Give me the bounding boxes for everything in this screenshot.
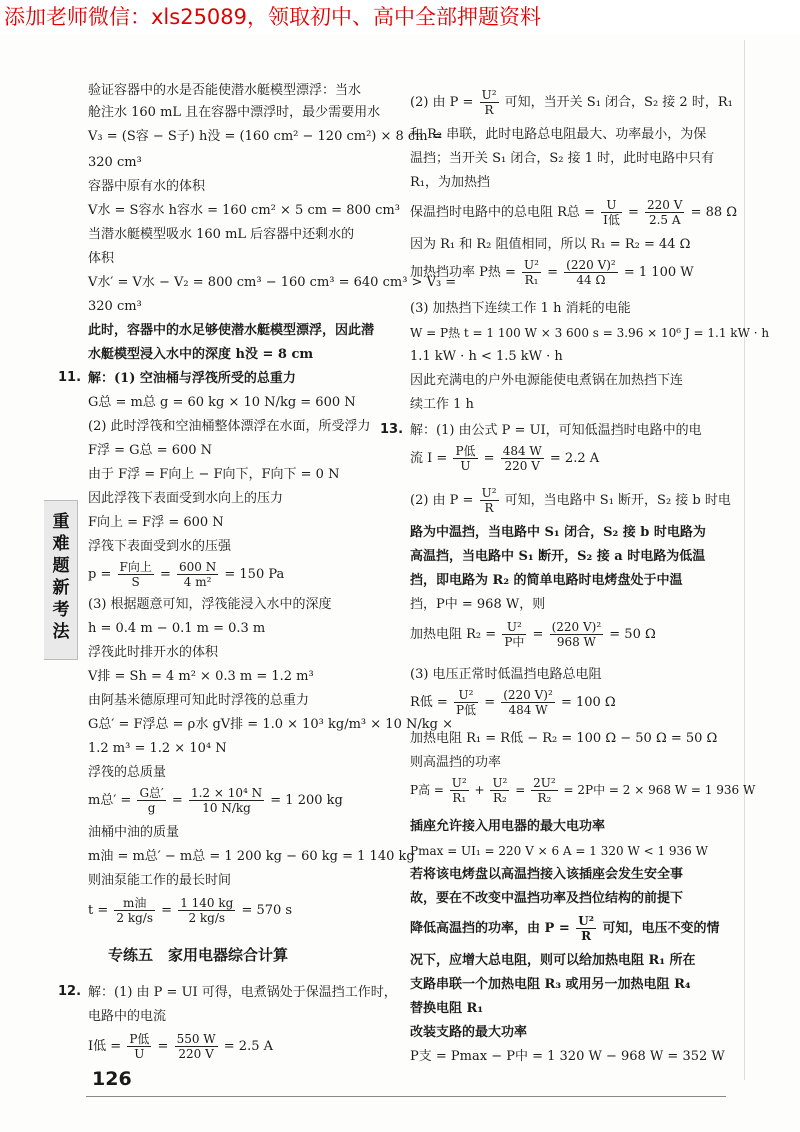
text-line: 温挡；当开关 S₁ 闭合，S₂ 接 1 时，此时电路中只有: [410, 151, 715, 166]
fraction: $\frac{\text{P低}}{U}$: [129, 1032, 150, 1061]
fraction: $\frac{550 W}{220 V}$: [176, 1032, 216, 1061]
formula-line: t = $\frac{\text{m油}}{2 kg/s}$ = $\frac{1 140 kg}{2 kg/s}$ = 570 s: [88, 896, 293, 925]
text-line: 1.2 m³ = 1.2 × 10⁴ N: [88, 741, 227, 756]
text-line: F向上 = F浮 = 600 N: [88, 515, 224, 530]
fraction: $\frac{\text{m油}}{2 kg/s}$: [116, 896, 153, 925]
formula-line: (2) 由 P = $\frac{\text{U²}}{R}$ 可知，当电路中 S₁ 断开，S₂ 接 b 时电: [410, 486, 731, 515]
text-line: V水 = S容水 h容水 = 160 cm² × 5 cm = 800 cm³: [88, 203, 400, 218]
text-line: 改装支路的最大功率: [410, 1025, 528, 1040]
text-line: 浮筏此时排开水的体积: [88, 645, 219, 660]
fraction: $\frac{484 W}{220 V}$: [502, 444, 542, 473]
fraction: $\frac{\text{U²}}{\text{R₁}}$: [524, 258, 539, 287]
formula-line: 降低高温挡的功率，由 P = $\frac{\text{U²}}{R}$ 可知，电压不变的情: [410, 914, 720, 943]
text-line: (2) 此时浮筏和空油桶整体漂浮在水面，所受浮力: [88, 419, 371, 434]
text-line: 水艇模型浸入水中的深度 h没 = 8 cm: [88, 347, 314, 362]
text-line: V₃ = (S容 − S子) h没 = (160 cm² − 120 cm²) × 8 cm =: [88, 129, 443, 144]
formula-line: I低 = $\frac{\text{P低}}{U}$ = $\frac{550 W}{220 V}$ = 2.5 A: [88, 1032, 274, 1061]
text-line: 320 cm³: [88, 155, 142, 170]
question-number: 13.: [380, 422, 404, 437]
section-title: 专练五 家用电器综合计算: [108, 946, 289, 964]
fraction: $\frac{\text{2U²}}{\text{R₂}}$: [533, 776, 556, 805]
fraction: $\frac{\text{U²}}{R}$: [578, 914, 594, 943]
fraction: $\frac{\text{U²}}{R}$: [481, 486, 497, 515]
fraction: $\frac{\text{(220 V)²}}{44 \Omega}$: [566, 258, 616, 287]
fraction: $\frac{\text{U²}}{\text{P低}}$: [455, 688, 477, 717]
fraction: $\frac{\text{U²}}{R}$: [481, 88, 497, 117]
text-line: 因为 R₁ 和 R₂ 阻值相同，所以 R₁ = R₂ = 44 Ω: [410, 237, 691, 252]
fraction: $\frac{1 140 kg}{2 kg/s}$: [180, 896, 234, 925]
text-line: 解：(1) 由 P = UI 可得，电煮锅处于保温挡工作时，: [88, 985, 397, 1000]
formula-line: R低 = $\frac{\text{U²}}{\text{P低}}$ = $\frac{\text{(220 V)²}}{484 W}$ = 100 Ω: [410, 688, 616, 717]
text-line: G总 = m总 g = 60 kg × 10 N/kg = 600 N: [88, 395, 356, 410]
text-line: R₁，为加热挡: [410, 175, 490, 190]
fraction: $\frac{\text{U²}}{\text{R₁}}$: [451, 776, 467, 805]
text-line: (3) 根据题意可知，浮筏能浸入水中的深度: [88, 597, 332, 612]
text-line: 由于 F浮 = F向上 − F向下，F向下 = 0 N: [88, 467, 340, 482]
text-line: 则高温挡的功率: [410, 755, 502, 770]
text-line: 体积: [88, 251, 115, 266]
text-line: 验证容器中的水是否能使潜水艇模型漂浮：当水: [88, 83, 362, 98]
formula-line: p = $\frac{\text{F向上}}{S}$ = $\frac{600 N}{\text{4 m²}}$ = 150 Pa: [88, 560, 285, 589]
formula-line: 流 I = $\frac{\text{P低}}{U}$ = $\frac{484 W}{220 V}$ = 2.2 A: [410, 444, 600, 473]
text-line: 320 cm³: [88, 299, 142, 314]
formula-line: 保温挡时电路中的总电阻 R总 = $\frac{U}{\text{I低}}$ = $\frac{220 V}{2.5 A}$ = 88 Ω: [410, 198, 738, 227]
text-line: 解：(1) 空油桶与浮筏所受的总重力: [88, 371, 296, 386]
text-line: 当潜水艇模型吸水 160 mL 后容器中还剩水的: [88, 227, 355, 242]
text-line: 舱注水 160 mL 且在容器中漂浮时，最少需要用水: [88, 105, 381, 120]
text-line: Pmax = UI₁ = 220 V × 6 A = 1 320 W < 1 936 W: [410, 844, 708, 858]
text-line: W = P热 t = 1 100 W × 3 600 s = 3.96 × 10⁶ J = 1.1 kW · h: [410, 326, 770, 340]
text-line: 油桶中油的质量: [88, 825, 180, 840]
text-line: G总′ = F浮总 = ρ水 gV排 = 1.0 × 10³ kg/m³ × 10 N/kg ×: [88, 717, 453, 732]
fraction: $\frac{\text{(220 V)²}}{968 W}$: [551, 620, 602, 649]
page-number: 126: [92, 1068, 132, 1090]
fraction: $\frac{\text{P低}}{U}$: [455, 444, 476, 473]
side-tab-label: 重难题新考法: [52, 512, 70, 642]
formula-line: 加热挡功率 P热 = $\frac{\text{U²}}{\text{R₁}}$ = $\frac{\text{(220 V)²}}{44 \Omega}$ = 1 100 W: [410, 258, 694, 287]
text-line: 加热电阻 R₁ = R低 − R₂ = 100 Ω − 50 Ω = 50 Ω: [410, 731, 718, 746]
promo-banner: 添加老师微信：xls25089，领取初中、高中全部押题资料: [0, 0, 800, 34]
text-line: 解：(1) 由公式 P = UI，可知低温挡时电路中的电: [410, 423, 702, 438]
text-line: 1.1 kW · h < 1.5 kW · h: [410, 349, 563, 364]
text-line: 电路中的电流: [88, 1009, 167, 1024]
text-line: 由阿基米德原理可知此时浮筏的总重力: [88, 693, 310, 708]
footer-rule: [86, 1096, 726, 1097]
text-line: 则油泵能工作的最长时间: [88, 873, 232, 888]
text-line: 此时，容器中的水足够使潜水艇模型漂浮，因此潜: [88, 323, 375, 338]
text-line: m油 = m总′ − m总 = 1 200 kg − 60 kg = 1 140 kg: [88, 849, 415, 864]
question-number: 12.: [58, 984, 82, 999]
fraction: $\frac{600 N}{\text{4 m²}}$: [179, 560, 217, 589]
question-number: 11.: [58, 370, 82, 385]
fraction: $\frac{U}{\text{I低}}$: [603, 198, 620, 227]
text-line: 浮筏下表面受到水的压强: [88, 539, 232, 554]
text-line: 和 R₂ 串联，此时电路总电阻最大、功率最小，为保: [410, 127, 707, 142]
text-line: (3) 电压正常时低温挡电路总电阻: [410, 667, 602, 682]
text-line: V水′ = V水 − V₂ = 800 cm³ − 160 cm³ = 640 cm³ > V₃ =: [88, 275, 457, 290]
text-line: P支 = Pmax − P中 = 1 320 W − 968 W = 352 W: [410, 1049, 725, 1064]
text-line: 容器中原有水的体积: [88, 179, 206, 194]
fraction: $\frac{\text{U²}}{\text{R₂}}$: [492, 776, 508, 805]
text-line: 支路串联一个加热电阻 R₃ 或用另一加热电阻 R₄: [410, 977, 691, 992]
formula-line: 加热电阻 R₂ = $\frac{\text{U²}}{\text{P中}}$ = $\frac{\text{(220 V)²}}{968 W}$ = 50 Ω: [410, 620, 656, 649]
text-line: 高温挡，当电路中 S₁ 断开，S₂ 接 a 时电路为低温: [410, 549, 706, 564]
text-line: 替换电阻 R₁: [410, 1001, 484, 1016]
fraction: $\frac{\text{1.2 × 10⁴ N}}{10 N/kg}$: [190, 786, 263, 815]
text-line: 故，要在不改变中温挡功率及挡位结构的前提下: [410, 891, 684, 906]
text-line: 挡，即电路为 R₂ 的简单电路时电烤盘处于中温: [410, 573, 683, 588]
text-line: V排 = Sh = 4 m² × 0.3 m = 1.2 m³: [88, 669, 314, 684]
side-tab: [44, 500, 78, 660]
fraction: $\frac{220 V}{2.5 A}$: [647, 198, 683, 227]
text-line: 因此充满电的户外电源能使电煮锅在加热挡下连: [410, 373, 684, 388]
text-line: 浮筏的总质量: [88, 765, 167, 780]
text-line: 若将该电烤盘以高温挡接入该插座会发生安全事: [410, 867, 684, 882]
text-line: (3) 加热挡下连续工作 1 h 消耗的电能: [410, 301, 631, 316]
text-line: 插座允许接入用电器的最大电功率: [410, 819, 606, 834]
text-line: h = 0.4 m − 0.1 m = 0.3 m: [88, 621, 266, 636]
text-line: 续工作 1 h: [410, 397, 474, 412]
formula-line: m总′ = $\frac{\text{G总′}}{g}$ = $\frac{\text{1.2 × 10⁴ N}}{10 N/kg}$ = 1 200 kg: [88, 786, 343, 815]
text-line: 挡，P中 = 968 W，则: [410, 597, 546, 612]
fraction: $\frac{\text{U²}}{\text{P中}}$: [504, 620, 525, 649]
margin-line: [744, 40, 745, 1080]
text-line: 路为中温挡，当电路中 S₁ 闭合，S₂ 接 b 时电路为: [410, 525, 706, 540]
formula-line: (2) 由 P = $\frac{\text{U²}}{R}$ 可知，当开关 S₁ 闭合，S₂ 接 2 时，R₁: [410, 88, 733, 117]
fraction: $\frac{\text{(220 V)²}}{484 W}$: [503, 688, 553, 717]
fraction: $\frac{\text{G总′}}{g}$: [139, 786, 164, 815]
text-line: 因此浮筏下表面受到水向上的压力: [88, 491, 284, 506]
text-line: F浮 = G总 = 600 N: [88, 443, 213, 458]
formula-line: P高 = $\frac{\text{U²}}{\text{R₁}}$ + $\frac{\text{U²}}{\text{R₂}}$ = $\frac{\text{2U²}}{\text{R₂}}$ = 2P中 = 2 × 968 W = 1 936 W: [410, 776, 756, 805]
text-line: 况下，应增大总电阻，则可以给加热电阻 R₁ 所在: [410, 953, 696, 968]
fraction: $\frac{\text{F向上}}{S}$: [119, 560, 152, 589]
